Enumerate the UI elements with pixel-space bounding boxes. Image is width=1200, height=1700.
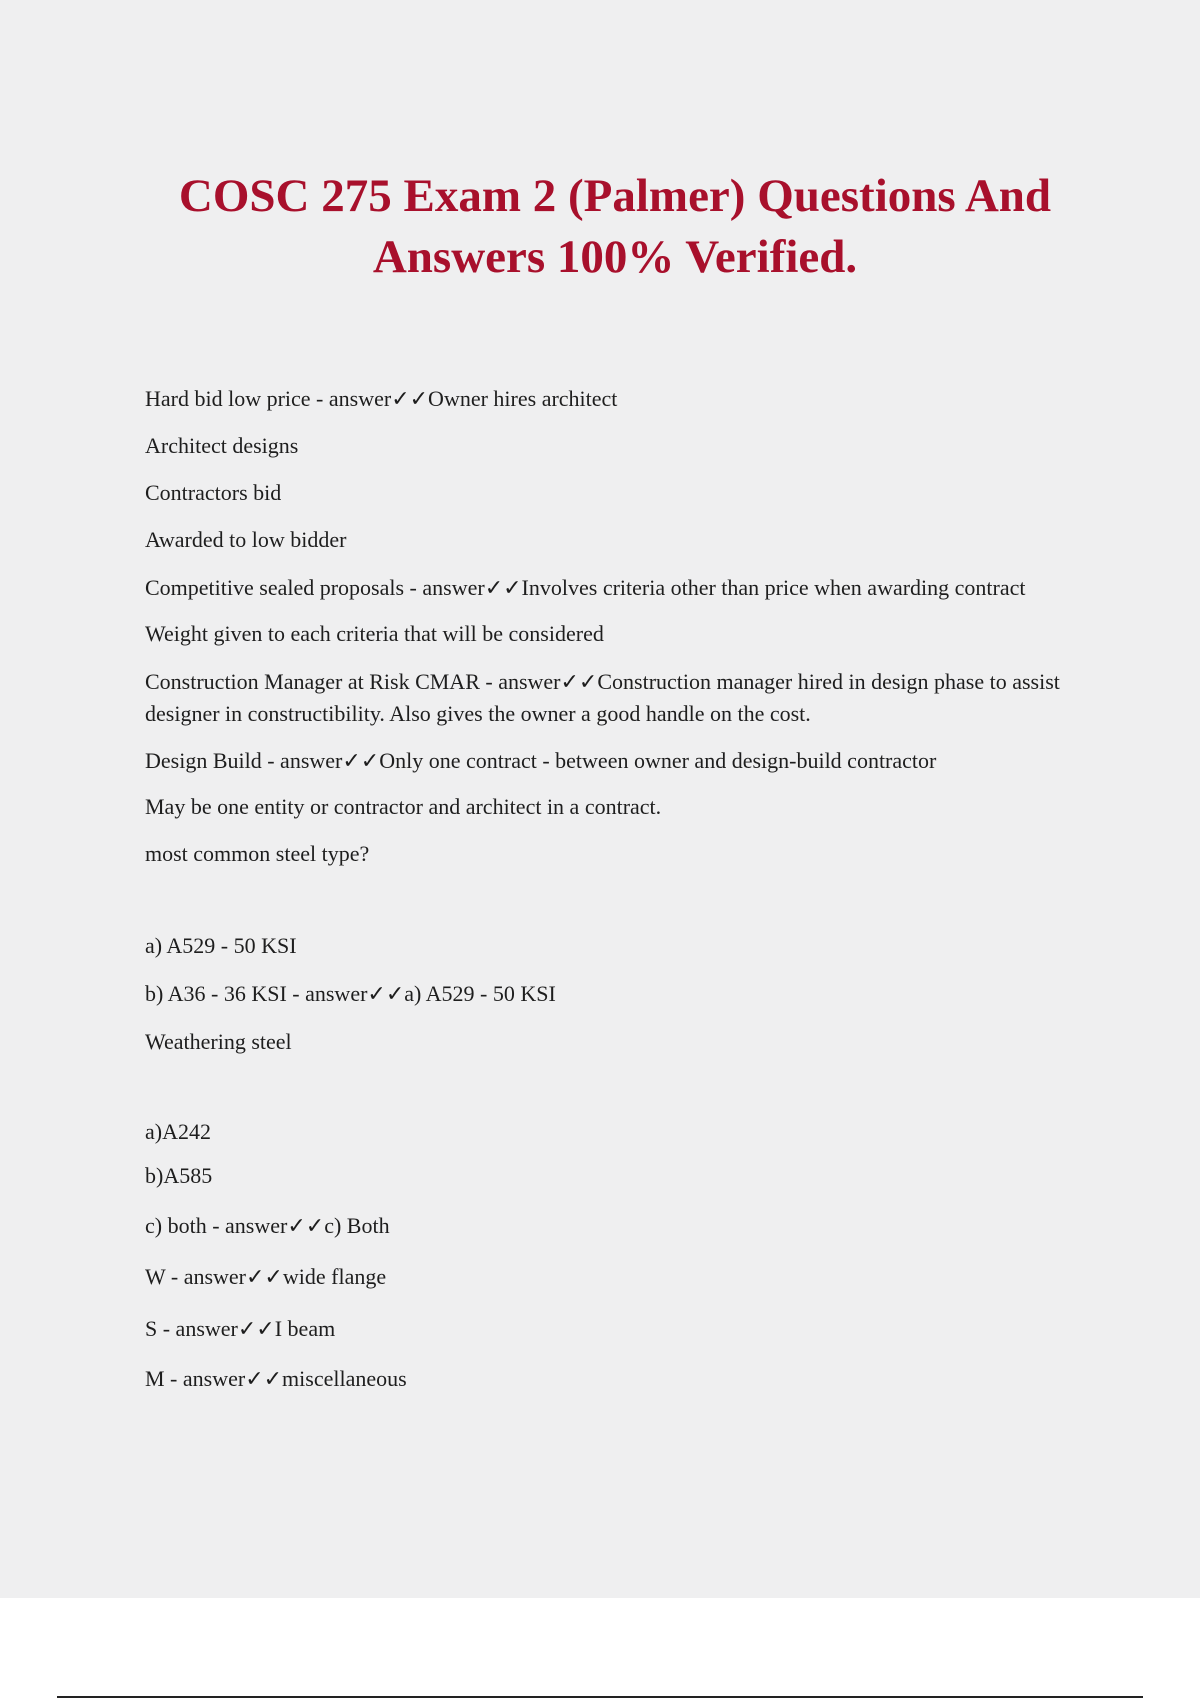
document-title: COSC 275 Exam 2 (Palmer) Questions And Answers 100% Verified. [178, 170, 1052, 283]
text-line: Design Build - answer✓✓Only one contract - between owner and design-build contractor [145, 748, 937, 773]
text-line: Awarded to low bidder [145, 527, 347, 552]
footer-divider [57, 1696, 1143, 1698]
text-line: Hard bid low price - answer✓✓Owner hires architect [145, 386, 618, 411]
text-line: Construction Manager at Risk CMAR - answer✓✓Construction manager hired in design phase to assist designer in constructibility. Also gives the owner a good handle on the cost. [145, 669, 1060, 726]
text-line: W - answer✓✓wide flange [145, 1264, 387, 1289]
text-line: May be one entity or contractor and architect in a contract. [145, 794, 662, 819]
text-line: c) both - answer✓✓c) Both [145, 1213, 390, 1238]
document-body [145, 383, 1075, 1395]
text-line: Competitive sealed proposals - answer✓✓Involves criteria other than price when awarding contract [145, 575, 1026, 600]
page-footer [0, 1598, 1200, 1700]
text-line: Weight given to each criteria that will be considered [145, 621, 604, 646]
text-line: M - answer✓✓miscellaneous [145, 1366, 407, 1391]
text-line: Architect designs [145, 433, 299, 458]
text-line: b) A36 - 36 KSI - answer✓✓a) A529 - 50 KSI [145, 981, 556, 1006]
text-line: Contractors bid [145, 480, 282, 505]
text-line: S - answer✓✓I beam [145, 1316, 336, 1341]
text-line: a)A242 [145, 1119, 211, 1144]
text-line: b)A585 [145, 1163, 213, 1188]
text-line: a) A529 - 50 KSI [145, 933, 297, 958]
text-line: most common steel type? [145, 841, 370, 866]
text-line: Weathering steel [145, 1029, 292, 1054]
